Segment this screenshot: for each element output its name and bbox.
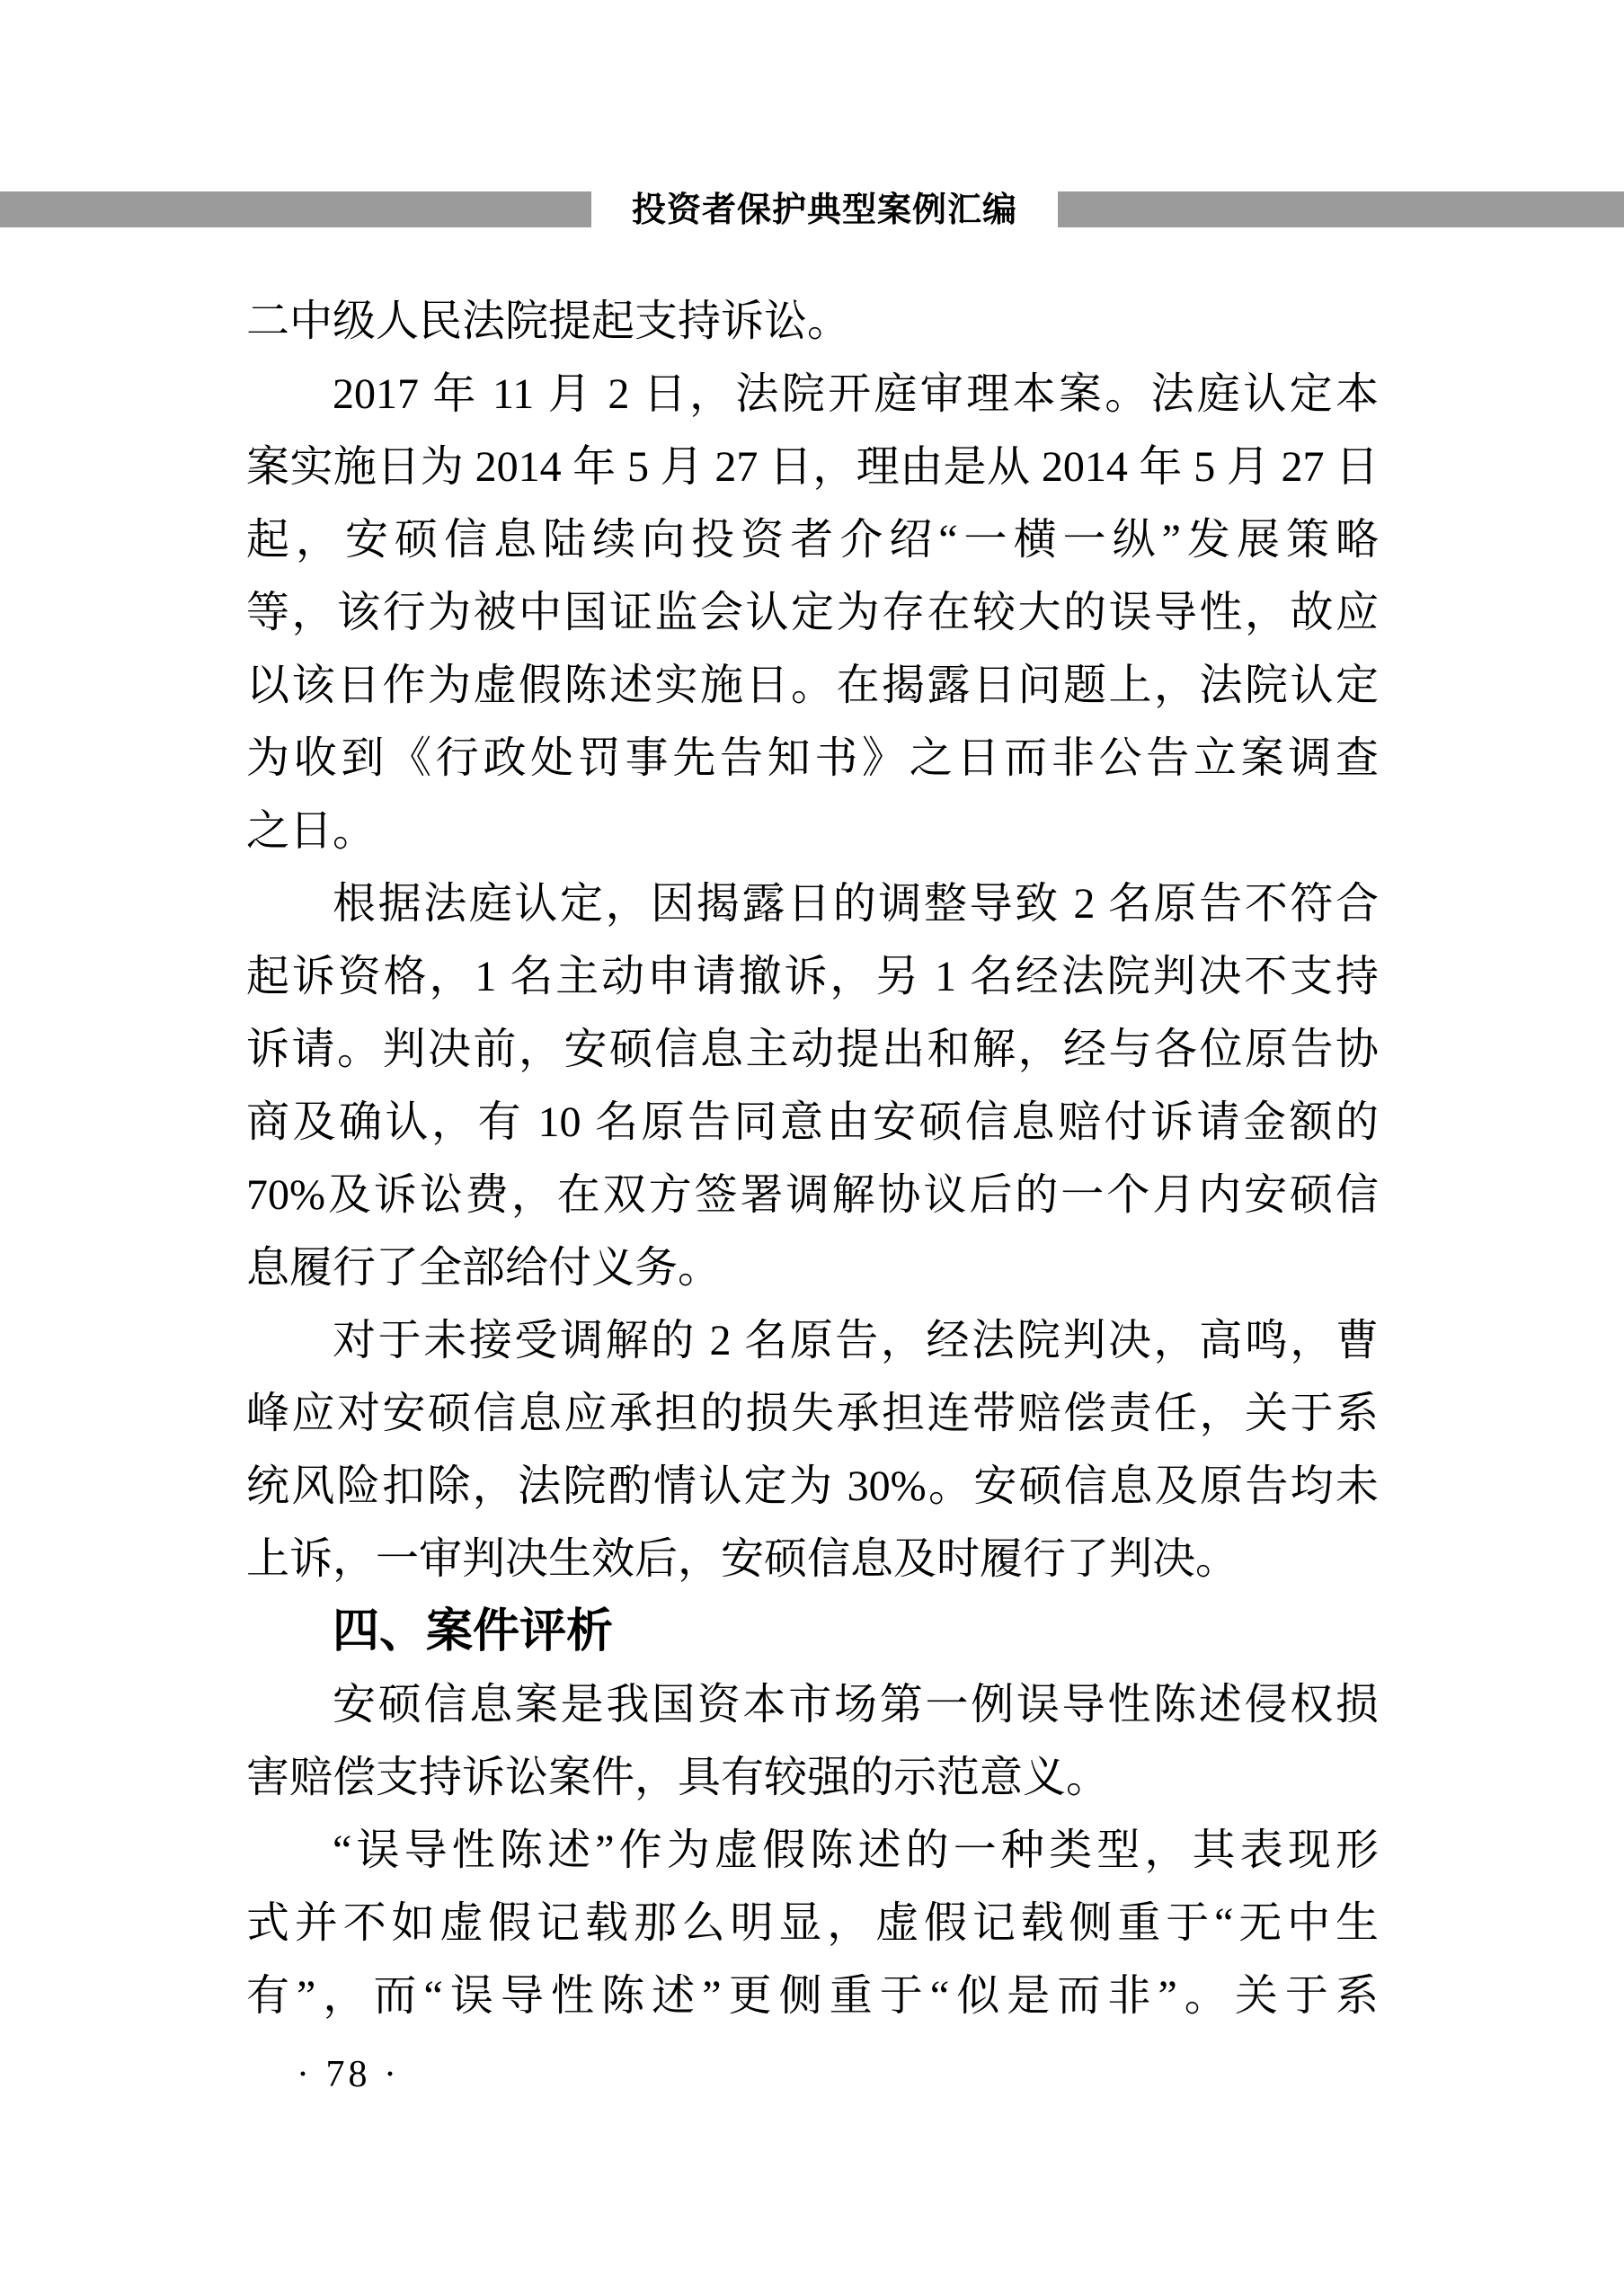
- page-header: [0, 191, 1624, 227]
- body-line: 70%及诉讼费，在双方签署调解协议后的一个月内安硕信: [246, 1171, 1379, 1219]
- header-title: 投资者保护典型案例汇编: [631, 191, 1017, 229]
- header-right-bar: [1058, 191, 1624, 227]
- body-line: 有”，而“误导性陈述”更侧重于“似是而非”。关于系: [246, 1972, 1379, 2020]
- body-line: 起诉资格，1 名主动申请撤诉，另 1 名经法院判决不支持: [246, 953, 1379, 1000]
- body-line: 诉请。判决前，安硕信息主动提出和解，经与各位原告协: [246, 1026, 1379, 1073]
- body-line: 之日。: [246, 807, 377, 855]
- body-line: 起，安硕信息陆续向投资者介绍“一横一纵”发展策略: [246, 516, 1379, 564]
- body-line: 以该日作为虚假陈述实施日。在揭露日问题上，法院认定: [246, 662, 1379, 709]
- body-line: 安硕信息案是我国资本市场第一例误导性陈述侵权损: [333, 1681, 1379, 1729]
- body-line: 根据法庭认定，因揭露日的调整导致 2 名原告不符合: [333, 880, 1379, 928]
- body-line: 商及确认，有 10 名原告同意由安硕信息赔付诉请金额的: [246, 1098, 1379, 1146]
- body-line: 式并不如虚假记载那么明显，虚假记载侧重于“无中生: [246, 1899, 1379, 1947]
- body-line: 上诉，一审判决生效后，安硕信息及时履行了判决。: [246, 1535, 1239, 1583]
- body-line: 息履行了全部给付义务。: [246, 1244, 722, 1292]
- body-text: [246, 285, 1379, 2032]
- body-line: 峰应对安硕信息应承担的损失承担连带赔偿责任，关于系: [246, 1390, 1379, 1437]
- body-line: “误导性陈述”作为虚假陈述的一种类型，其表现形: [333, 1826, 1379, 1874]
- header-left-bar: [0, 191, 591, 227]
- body-line: 案实施日为 2014 年 5 月 27 日，理由是从 2014 年 5 月 27 日: [246, 443, 1379, 491]
- body-line: 二中级人民法院提起支持诉讼。: [246, 298, 851, 345]
- page-number: · 78 ·: [297, 2054, 400, 2095]
- body-line: 为收到《行政处罚事先告知书》之日而非公告立案调查: [246, 734, 1379, 782]
- body-line: 2017 年 11 月 2 日，法院开庭审理本案。法庭认定本: [333, 370, 1379, 418]
- body-line: 等，该行为被中国证监会认定为存在较大的误导性，故应: [246, 589, 1379, 636]
- body-line: 统风险扣除，法院酌情认定为 30%。安硕信息及原告均未: [246, 1462, 1379, 1510]
- body-line: 害赔偿支持诉讼案件，具有较强的示范意义。: [246, 1754, 1110, 1801]
- section-heading: 四、案件评析: [333, 1606, 614, 1658]
- body-line: 对于未接受调解的 2 名原告，经法院判决，高鸣，曹: [333, 1317, 1379, 1364]
